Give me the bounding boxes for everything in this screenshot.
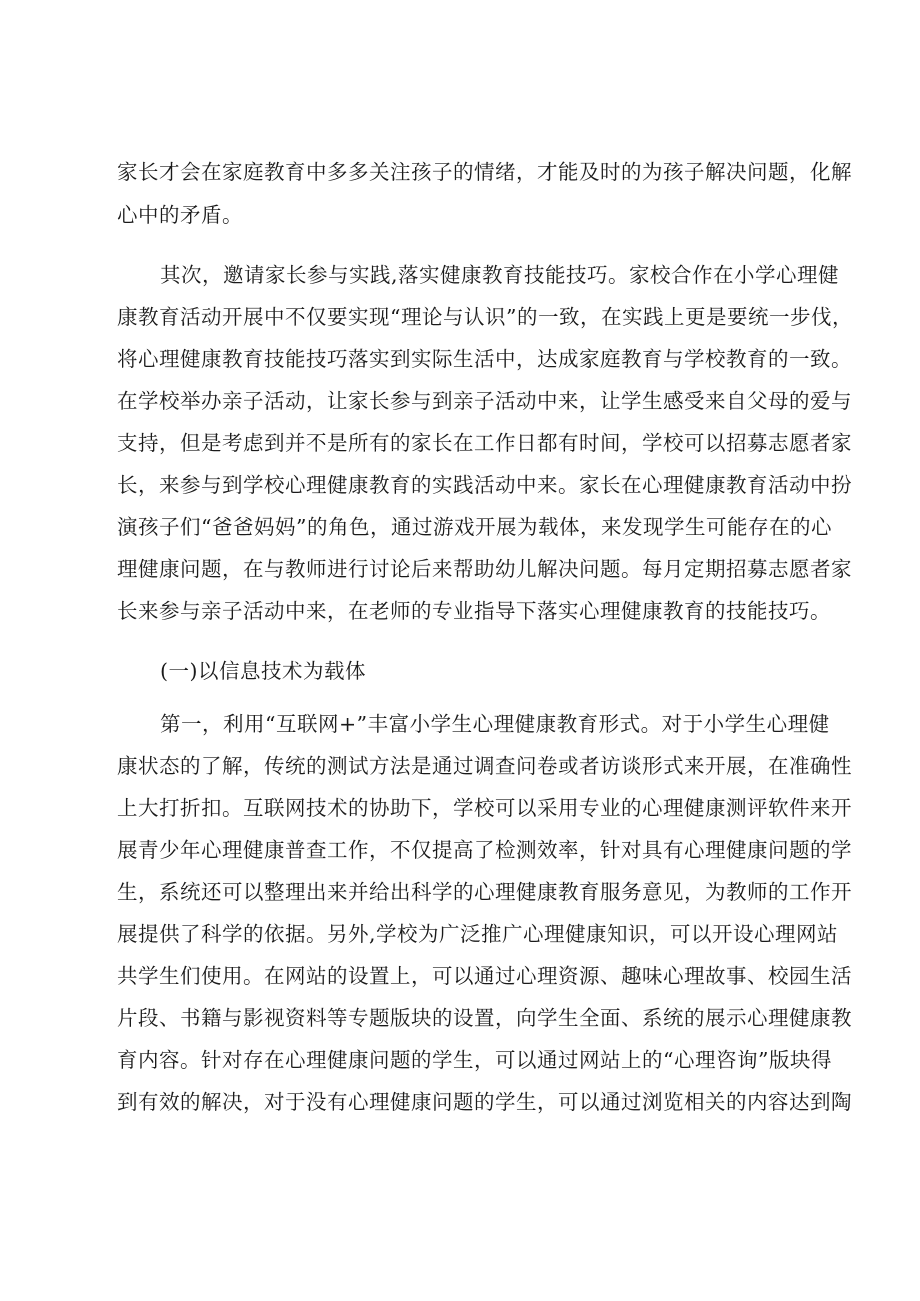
- text-line: 理健康问题，在与教师进行讨论后来帮助幼儿解决问题。每月定期招募志愿者家: [117, 557, 852, 581]
- text-line: 到有效的解决，对于没有心理健康问题的学生，可以通过浏览相关的内容达到陶: [117, 1090, 852, 1114]
- text-line: 康教育活动开展中不仅要实现“理论与认识”的一致，在实践上更是要统一步伐，: [117, 305, 853, 329]
- text-line: 上大打折扣。互联网技术的协助下，学校可以采用专业的心理健康测评软件来开: [117, 796, 852, 820]
- text-line: 展青少年心理健康普查工作，不仅提高了检测效率，针对具有心理健康问题的学: [117, 838, 852, 862]
- text-line: 片段、书籍与影视资料等专题版块的设置，向学生全面、系统的展示心理健康教: [117, 1006, 852, 1030]
- text-line: 演孩子们“爸爸妈妈”的角色，通过游戏开展为载体，来发现学生可能存在的心: [117, 515, 832, 539]
- text-line: 家长才会在家庭教育中多多关注孩子的情绪，才能及时的为孩子解决问题，化解: [117, 160, 852, 184]
- text-line: 康状态的了解，传统的测试方法是通过调查问卷或者访谈形式来开展，在准确性: [117, 754, 852, 778]
- text-line: 在学校举办亲子活动，让家长参与到亲子活动中来，让学生感受来自父母的爱与: [117, 389, 852, 413]
- text-line: 生，系统还可以整理出来并给出科学的心理健康教育服务意见，为教师的工作开: [117, 880, 852, 904]
- text-line: 展提供了科学的依据。另外,学校为广泛推广心理健康知识，可以开设心理网站: [117, 922, 839, 946]
- text-line: 将心理健康教育技能技巧落实到实际生活中，达成家庭教育与学校教育的一致。: [117, 347, 852, 371]
- text-line: 第一，利用“互联网+”丰富小学生心理健康教育形式。对于小学生心理健: [160, 712, 830, 736]
- text-line: 育内容。针对存在心理健康问题的学生，可以通过网站上的“心理咨询”版块得: [117, 1048, 832, 1072]
- text-line: 支持，但是考虑到并不是所有的家长在工作日都有时间，学校可以招募志愿者家: [117, 431, 852, 455]
- text-line: 共学生们使用。在网站的设置上，可以通过心理资源、趣味心理故事、校园生活: [117, 964, 852, 988]
- text-line: 其次，邀请家长参与实践,落实健康教育技能技巧。家校合作在小学心理健: [160, 263, 840, 287]
- text-line: 心中的矛盾。: [117, 203, 243, 227]
- section-heading: (一)以信息技术为载体: [160, 659, 366, 683]
- text-line: 长来参与亲子活动中来，在老师的专业指导下落实心理健康教育的技能技巧。: [117, 599, 831, 623]
- text-line: 长，来参与到学校心理健康教育的实践活动中来。家长在心理健康教育活动中扮: [117, 473, 852, 497]
